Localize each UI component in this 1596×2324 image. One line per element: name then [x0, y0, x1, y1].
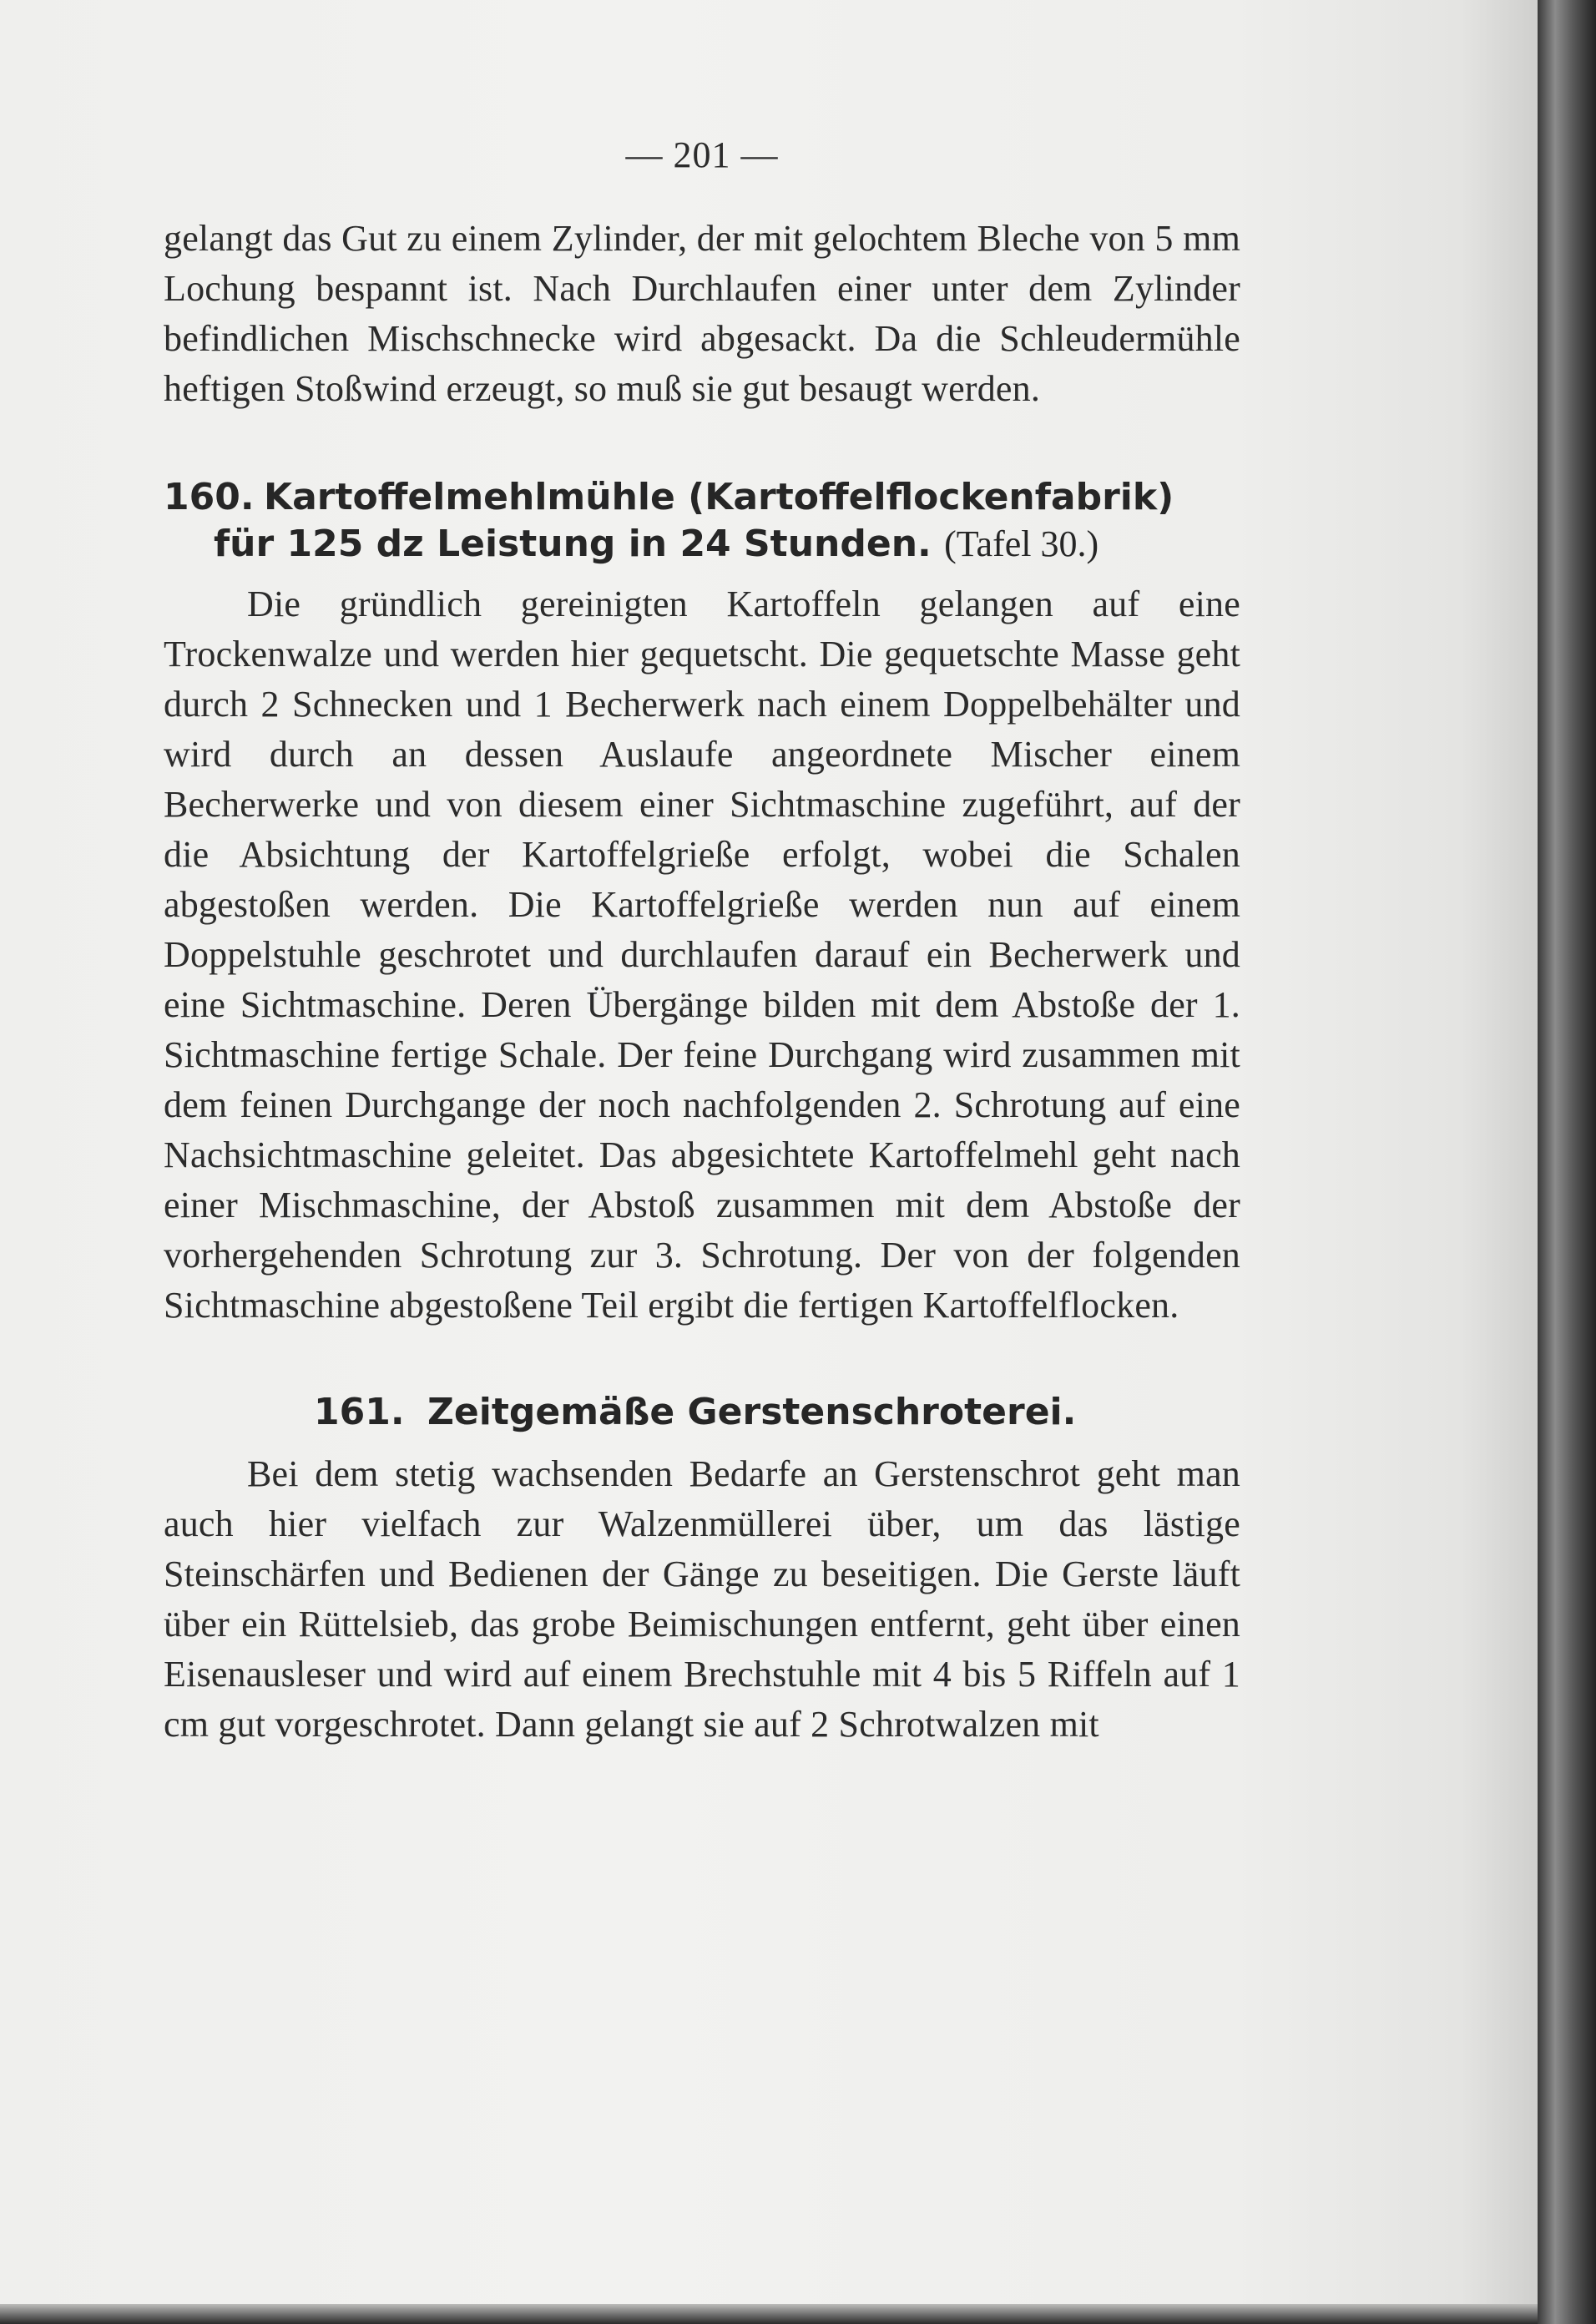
paragraph-section-161: Bei dem stetig wachsenden Bedarfe an Gerstenschrot geht man auch hier vielfach zur Walzenmüllerei über, um das lästige Steinschärfen und Bedienen der Gänge zu beseitigen. Die Gerste läuft über ein Rüttelsieb, das grobe Beimischungen entfernt, geht über einen Eisenausleser und wird auf einem Brechstuhle mit 4 bis 5 Riffeln auf 1 cm gut vorgeschrotet. Dann gelangt sie auf 2 Schrotwalzen mit	[164, 1453, 1240, 1745]
section-title-160-line2: für 125 dz Leistung in 24 Stunden.	[214, 523, 932, 565]
section-heading-161	[164, 1389, 1240, 1436]
section-title-160-line1: Kartoffelmehlmühle (Kartoffelflockenfabrik)	[264, 476, 1174, 518]
section-heading-160	[164, 474, 1240, 568]
section-number-160: 160.	[164, 476, 255, 518]
section-number-161: 161.	[314, 1391, 405, 1433]
book-edge-shadow	[1538, 0, 1596, 2324]
page-number: — 201 —	[625, 134, 779, 175]
section-title-161: Zeitgemäße Gerstenschroterei.	[427, 1391, 1077, 1433]
section-title-160-line2-wrap	[164, 521, 1240, 568]
paragraph-section-160: Die gründlich gereinigten Kartoffeln gelangen auf eine Trockenwalze und werden hier gequetscht. Die gequetschte Masse geht durch 2 Schnecken und 1 Becherwerk nach einem Doppelbehälter und wird durch an dessen Auslaufe angeordnete Mischer einem Becherwerke und von diesem einer Sichtmaschine zugeführt, auf der die Absichtung der Kartoffelgrieße erfolgt, wobei die Schalen abgestoßen werden. Die Kartoffelgrieße werden nun auf einem Doppelstuhle geschrotet und durchlaufen darauf ein Becherwerk und eine Sichtmaschine. Deren Übergänge bilden mit dem Abstoße der 1. Sichtmaschine fertige Schale. Der feine Durchgang wird zusammen mit dem feinen Durchgange der noch nachfolgenden 2. Schrotung auf eine Nachsichtmaschine geleitet. Das abgesichtete Kartoffelmehl geht nach einer Mischmaschine, der Abstoß zusammen mit dem Abstoße der vorhergehenden Schrotung zur 3. Schrotung. Der von der folgenden Sichtmaschine abgestoßene Teil ergibt die fertigen Kartoffelflocken.	[164, 584, 1240, 1326]
text-block	[164, 125, 1240, 1750]
paragraph-intro: gelangt das Gut zu einem Zylinder, der mit gelochtem Bleche von 5 mm Lochung bespannt ist. Nach Durchlaufen einer unter dem Zylinder befindlichen Mischschnecke wird abgesackt. Da die Schleudermühle heftigen Stoßwind erzeugt, so muß sie gut besaugt werden.	[164, 218, 1240, 409]
tafel-reference: (Tafel 30.)	[944, 523, 1099, 564]
bottom-edge-shadow	[0, 2304, 1538, 2324]
